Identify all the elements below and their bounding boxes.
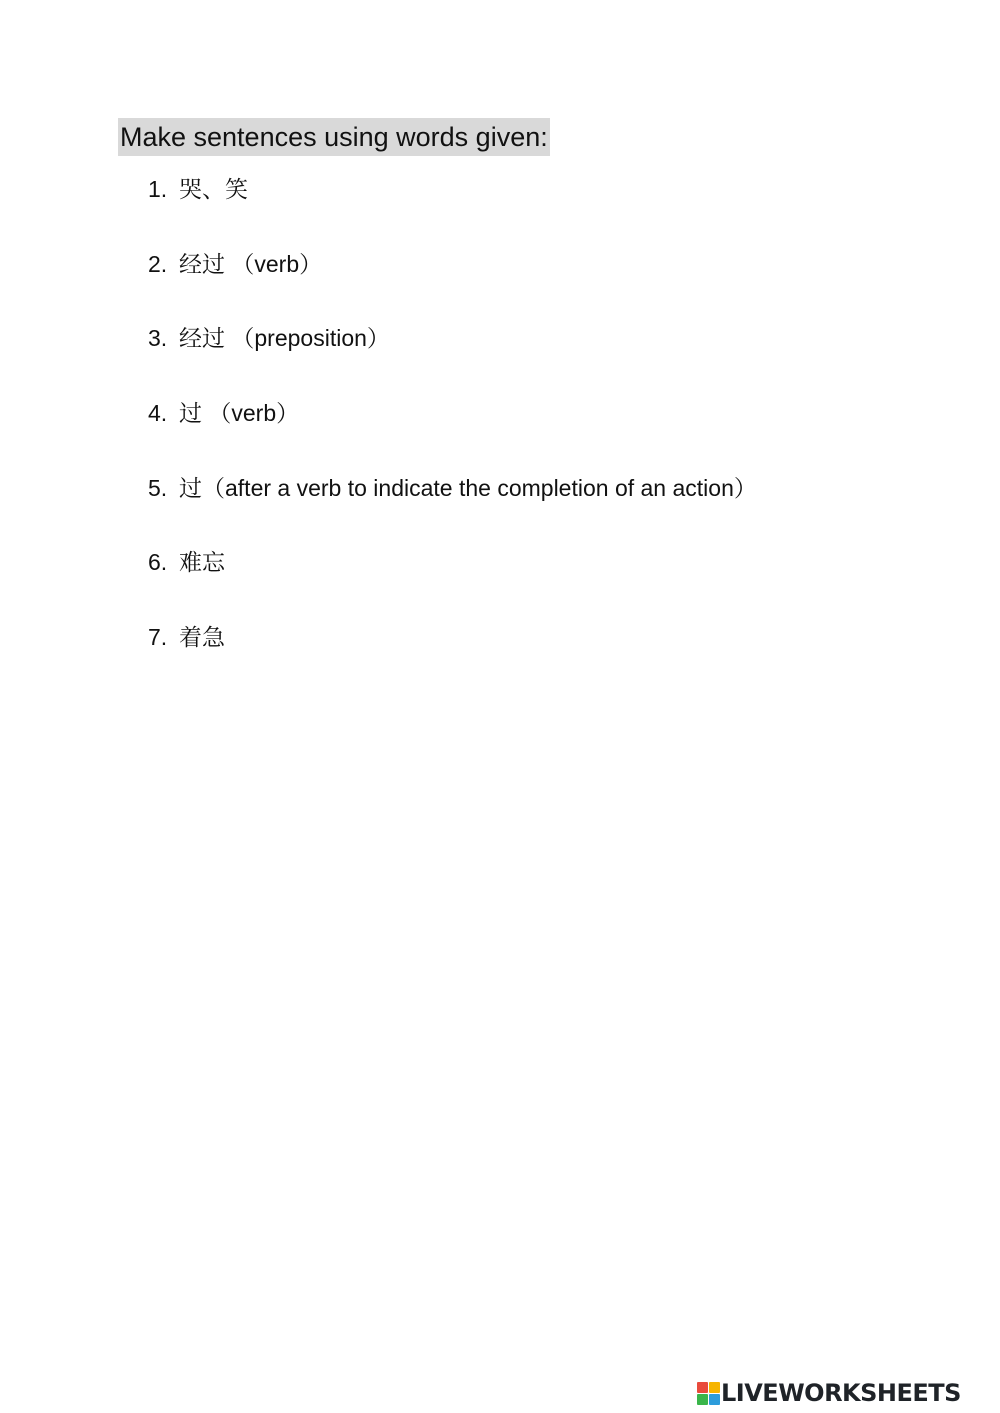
logo-cell-yellow	[709, 1382, 720, 1393]
question-text: 过 （verb）	[179, 400, 300, 427]
question-list	[148, 169, 948, 692]
question-item-5	[148, 468, 948, 543]
question-item-3	[148, 318, 948, 393]
question-item-1	[148, 169, 948, 244]
question-number: 2.	[148, 250, 168, 277]
logo-cell-green	[697, 1394, 708, 1405]
question-text: 难忘	[179, 549, 225, 576]
question-text: 经过 （preposition）	[179, 325, 390, 352]
question-number: 6.	[148, 549, 168, 576]
question-number: 4.	[148, 400, 168, 427]
question-number: 7.	[148, 624, 168, 651]
brand-name: LIVEWORKSHEETS	[721, 1379, 961, 1407]
liveworksheets-logo-icon	[697, 1382, 720, 1405]
question-number: 1.	[148, 176, 168, 202]
question-text: 着急	[179, 624, 225, 651]
logo-cell-blue	[709, 1394, 720, 1405]
question-number: 5.	[148, 474, 168, 501]
question-text: 经过 （verb）	[179, 250, 323, 277]
question-text: 过（after a verb to indicate the completion of an action）	[179, 474, 757, 501]
liveworksheets-brand	[697, 1378, 961, 1408]
question-item-7	[148, 617, 948, 692]
logo-cell-red	[697, 1382, 708, 1393]
question-item-2	[148, 244, 948, 319]
instruction-heading: Make sentences using words given:	[118, 118, 550, 156]
question-text: 哭、笑	[179, 176, 248, 202]
question-item-6	[148, 542, 948, 617]
question-item-4	[148, 393, 948, 468]
question-number: 3.	[148, 325, 168, 352]
